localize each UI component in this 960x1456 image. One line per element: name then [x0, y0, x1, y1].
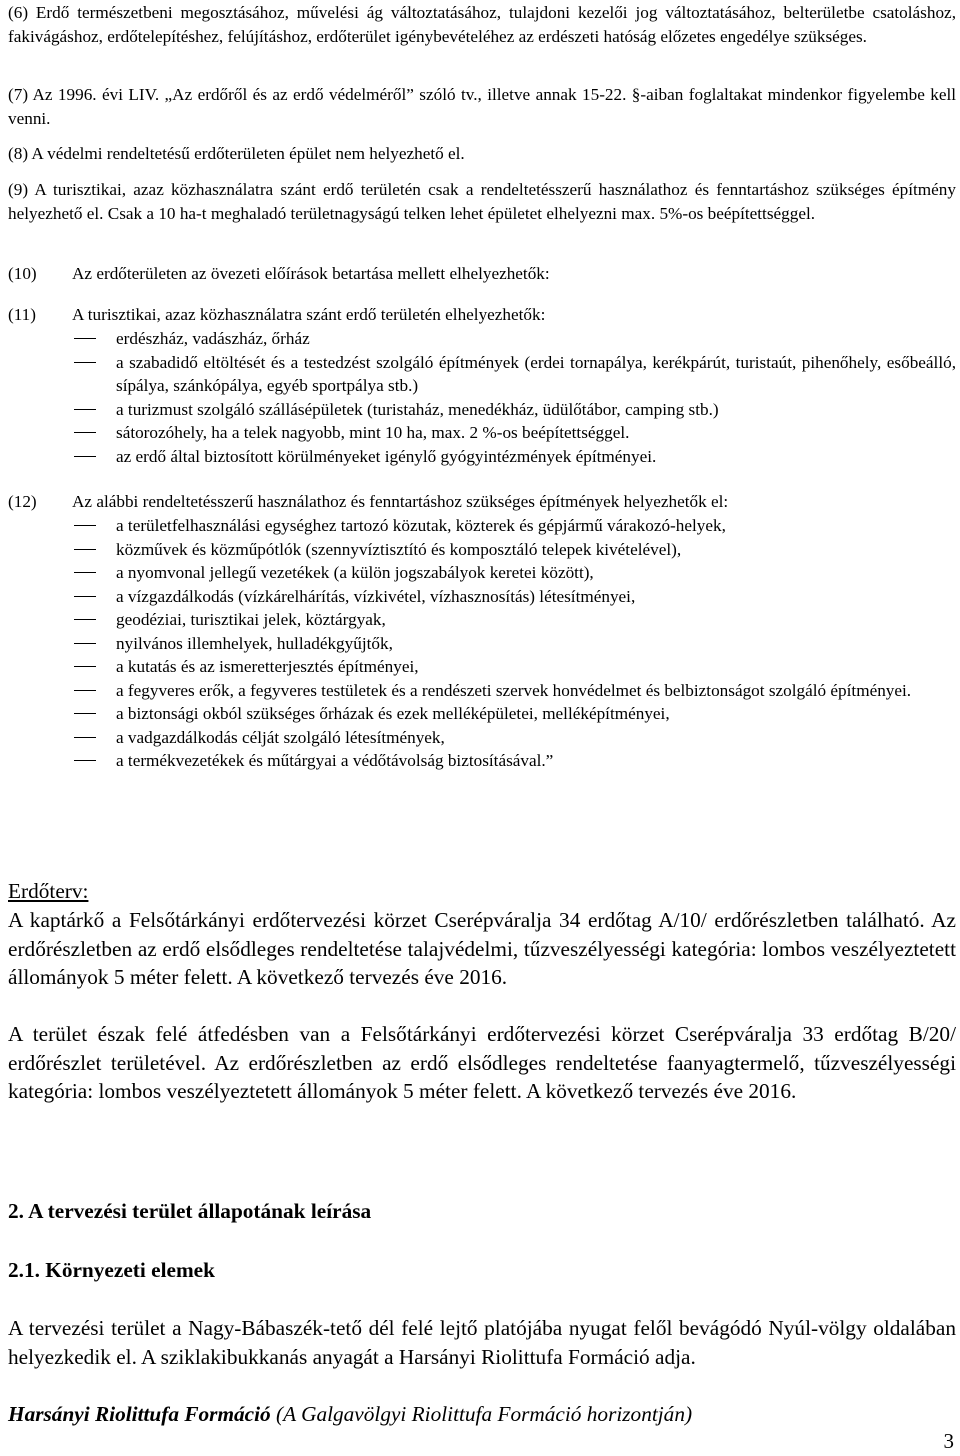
- list-item: sátorozóhely, ha a telek nagyobb, mint 10 ha, max. 2 %-os beépítettséggel.: [8, 421, 956, 445]
- list-item: a fegyveres erők, a fegyveres testületek és a rendészeti szervek honvédelmet és belbiztonságot szolgáló építményei.: [8, 679, 956, 703]
- section-heading: 2. A tervezési terület állapotának leírása: [8, 1199, 372, 1223]
- paragraph-number: (11): [8, 305, 36, 324]
- list-item: a turizmust szolgáló szállásépületek (turistaház, menedékház, üdülőtábor, camping stb.): [8, 398, 956, 422]
- list-p12: [8, 514, 956, 773]
- dash-bullet: [74, 690, 96, 691]
- list-item: a kutatás és az ismeretterjesztés építményei,: [8, 655, 956, 679]
- paragraph-8: (8) A védelmi rendeltetésű erdőterületen épület nem helyezhető el.: [8, 144, 465, 163]
- list-item: geodéziai, turisztikai jelek, köztárgyak,: [8, 608, 956, 632]
- list-item: nyilvános illemhelyek, hulladékgyűjtők,: [8, 632, 956, 656]
- dash-bullet: [74, 525, 96, 526]
- erdoterv-paragraph-2: A terület észak felé átfedésben van a Felsőtárkányi erdőtervezési körzet Cserépváralja 33 erdőtag B/20/ erdőrészlet területével. Az erdőrészletben az erdő elsődleges rendeltetése faanyagtermelő, tűzveszélyességi kategória: lombos veszélyeztetett állományok 5 méter felett. A következő tervezés éve 2016.: [8, 1022, 956, 1103]
- list-p11: [8, 327, 956, 468]
- dash-bullet: [74, 409, 96, 410]
- dash-bullet: [74, 432, 96, 433]
- list-item: a szabadidő eltöltését és a testedzést szolgáló építmények (erdei tornapálya, kerékpárút, turistaút, pihenőhely, esőbeálló, sípálya, szánkópálya, egyéb sportpálya stb.): [8, 351, 956, 398]
- dash-bullet: [74, 596, 96, 597]
- list-item: a termékvezetékek és műtárgyai a védőtávolság biztosításával.”: [8, 749, 956, 773]
- dash-bullet: [74, 338, 96, 339]
- paragraph-9: (9) A turisztikai, azaz közhasználatra szánt erdő területén csak a rendeltetésszerű használathoz és fenntartáshoz szükséges építmény helyezhető el. Csak a 10 ha-t meghaladó területnagyságú telken lehet épületet elhelyezni max. 5%-os beépítettséggel.: [8, 180, 956, 223]
- paragraph-7: (7) Az 1996. évi LIV. „Az erdőről és az erdő védelméről” szóló tv., illetve annak 15-22. §-aiban foglaltakat mindenkor figyelembe kell venni.: [8, 85, 956, 128]
- list-item: közművek és közműpótlók (szennyvíztisztító és komposztáló telepek kivételével),: [8, 538, 956, 562]
- list-item: erdészház, vadászház, őrház: [8, 327, 956, 351]
- list-item: az erdő által biztosított körülményeket igénylő gyógyintézmények építményei.: [8, 445, 956, 469]
- dash-bullet: [74, 643, 96, 644]
- list-item: a vadgazdálkodás célját szolgáló létesítmények,: [8, 726, 956, 750]
- dash-bullet: [74, 549, 96, 550]
- dash-bullet: [74, 456, 96, 457]
- paragraph-number: (10): [8, 264, 37, 283]
- formation-name: Harsányi Riolittufa Formáció: [8, 1402, 271, 1426]
- dash-bullet: [74, 713, 96, 714]
- page-number: 3: [943, 1429, 954, 1453]
- dash-bullet: [74, 737, 96, 738]
- dash-bullet: [74, 362, 96, 363]
- list-item: a területfelhasználási egységhez tartozó közutak, közterek és gépjármű várakozó-helyek,: [8, 514, 956, 538]
- paragraph-text: A turisztikai, azaz közhasználatra szánt erdő területén elhelyezhetők:: [72, 305, 546, 324]
- formation-line: [8, 1400, 692, 1429]
- dash-bullet: [74, 572, 96, 573]
- subsection-heading: 2.1. Környezeti elemek: [8, 1258, 215, 1282]
- erdoterv-heading: Erdőterv:: [8, 879, 89, 903]
- erdoterv-paragraph-1: A kaptárkő a Felsőtárkányi erdőtervezési körzet Cserépváralja 34 erdőtag A/10/ erdőrészletben található. Az erdőrészletben az erdő elsődleges rendeltetése talajvédelmi, tűzveszélyességi kategória: lombos veszélyeztetett állományok 5 méter felett. A következő tervezés éve 2016.: [8, 908, 956, 989]
- formation-note: (A Galgavölgyi Riolittufa Formáció horizontján): [270, 1402, 693, 1426]
- dash-bullet: [74, 619, 96, 620]
- paragraph-number: (12): [8, 492, 37, 511]
- section-paragraph: A tervezési terület a Nagy-Bábaszék-tető dél felé lejtő platójába nyugat felől bevágódó Nyúl-völgy oldalában helyezkedik el. A sziklakibukkanás anyagát a Harsányi Riolittufa Formáció adja.: [8, 1316, 956, 1369]
- list-item: a nyomvonal jellegű vezetékek (a külön jogszabályok keretei között),: [8, 561, 956, 585]
- list-item: a vízgazdálkodás (vízkárelhárítás, vízkivétel, vízhasznosítás) létesítményei,: [8, 585, 956, 609]
- dash-bullet: [74, 666, 96, 667]
- list-item: a biztonsági okból szükséges őrházak és ezek melléképületei, melléképítményei,: [8, 702, 956, 726]
- paragraph-text: Az alábbi rendeltetésszerű használathoz és fenntartáshoz szükséges építmények helyezhetők el:: [72, 492, 729, 511]
- paragraph-text: Az erdőterületen az övezeti előírások betartása mellett elhelyezhetők:: [72, 264, 550, 283]
- dash-bullet: [74, 760, 96, 761]
- paragraph-6: (6) Erdő természetbeni megosztásához, művelési ág változtatásához, tulajdoni kezelői jog változtatásához, belterületbe csatoláshoz, fakivágáshoz, erdőtelepítéshez, felújításhoz, erdőterület igénybevételéhez az erdészeti hatóság előzetes engedélye szükséges.: [8, 3, 956, 46]
